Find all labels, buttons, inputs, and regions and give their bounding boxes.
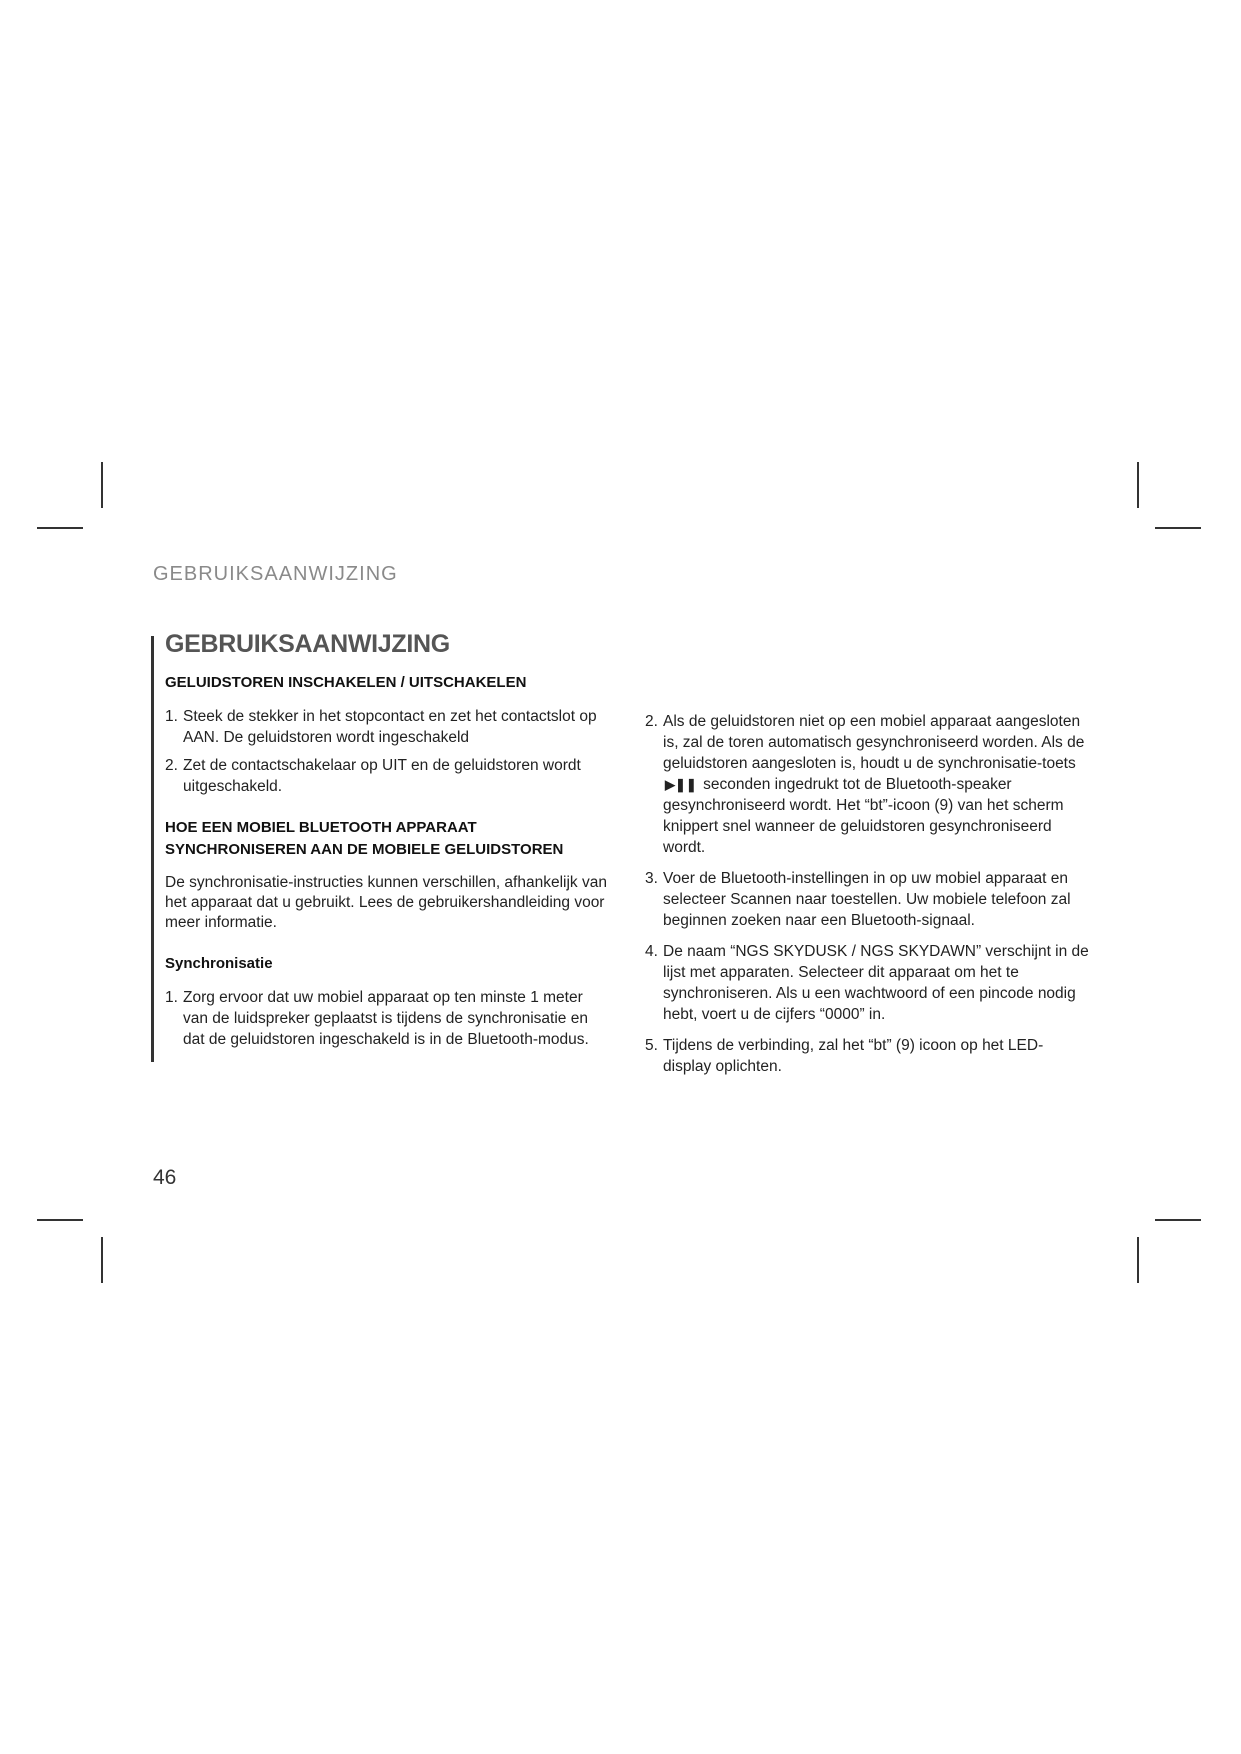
step-number: 3. bbox=[645, 870, 658, 887]
step-text: De naam “NGS SKYDUSK / NGS SKYDAWN” verschijnt in de lijst met apparaten. Selecteer dit apparaat om het te synchroniseren. Als u een wachtwoord of een pincode nodig hebt, voert u de cijfers “0000” in. bbox=[663, 943, 1089, 1023]
crop-mark-bottom-right-horizontal bbox=[1155, 1219, 1201, 1221]
sync-heading: Synchronisatie bbox=[165, 955, 273, 972]
sync-step-2 bbox=[645, 711, 1090, 858]
power-step-1 bbox=[165, 706, 610, 748]
crop-mark-bottom-right-vertical bbox=[1137, 1237, 1139, 1283]
bluetooth-heading-line1: HOE EEN MOBIEL BLUETOOTH APPARAAT bbox=[165, 819, 477, 836]
sync-step-1 bbox=[165, 987, 610, 1050]
sync-button-icon: ▶❚❚ bbox=[665, 777, 697, 792]
step-number: 4. bbox=[645, 943, 658, 960]
sync-step-4 bbox=[645, 941, 1090, 1025]
crop-mark-top-right-vertical bbox=[1137, 462, 1139, 508]
crop-mark-bottom-left-vertical bbox=[101, 1237, 103, 1283]
step-number: 2. bbox=[645, 713, 658, 730]
step-number: 2. bbox=[165, 757, 178, 774]
step-number: 1. bbox=[165, 708, 178, 725]
step-number: 1. bbox=[165, 989, 178, 1006]
step-text: Zorg ervoor dat uw mobiel apparaat op ten minste 1 meter van de luidspreker geplaatst is tijdens de synchronisatie en dat de geluidstoren ingeschakeld is in de Bluetooth-modus. bbox=[183, 989, 589, 1048]
bluetooth-heading-line2: SYNCHRONISEREN AAN DE MOBIELE GELUIDSTOREN bbox=[165, 841, 564, 858]
sync-step-3 bbox=[645, 868, 1090, 931]
step-text: Zet de contactschakelaar op UIT en de geluidstoren wordt uitgeschakeld. bbox=[183, 757, 581, 795]
bluetooth-heading bbox=[165, 817, 610, 861]
power-steps bbox=[165, 706, 610, 797]
sync-steps-left bbox=[165, 987, 610, 1050]
sync-steps-right bbox=[645, 711, 1090, 1077]
crop-mark-bottom-left-horizontal bbox=[37, 1219, 83, 1221]
step-text: Voer de Bluetooth-instellingen in op uw mobiel apparaat en selecteer Scannen naar toestellen. Uw mobiele telefoon zal beginnen zoeken naar een Bluetooth-signaal. bbox=[663, 870, 1071, 929]
crop-mark-top-left-vertical bbox=[101, 462, 103, 508]
sync-step-5 bbox=[645, 1035, 1090, 1077]
step-number: 5. bbox=[645, 1037, 658, 1054]
step-text: Steek de stekker in het stopcontact en zet het contactslot op AAN. De geluidstoren wordt ingeschakeld bbox=[183, 708, 597, 746]
step-text-after: seconden ingedrukt tot de Bluetooth-speaker gesynchroniseerd wordt. Het “bt”-icoon (9) van het scherm knippert snel wanneer de geluidstoren gesynchroniseerd wordt. bbox=[663, 776, 1064, 856]
left-column bbox=[165, 630, 610, 1057]
section-title: GEBRUIKSAANWIJZING bbox=[165, 630, 450, 658]
page-number: 46 bbox=[153, 1166, 177, 1189]
crop-mark-top-left-horizontal bbox=[37, 527, 83, 529]
right-column bbox=[645, 711, 1090, 1087]
running-header: GEBRUIKSAANWIJZING bbox=[153, 563, 398, 585]
power-heading: GELUIDSTOREN INSCHAKELEN / UITSCHAKELEN bbox=[165, 674, 527, 691]
section-bar bbox=[151, 636, 154, 1062]
crop-mark-top-right-horizontal bbox=[1155, 527, 1201, 529]
step-text: Tijdens de verbinding, zal het “bt” (9) icoon op het LED-display oplichten. bbox=[663, 1037, 1044, 1075]
step-text-before: Als de geluidstoren niet op een mobiel apparaat aangesloten is, zal de toren automatisch gesynchroniseerd worden. Als de geluidstoren aangesloten is, houdt u de synchronisatie-toets bbox=[663, 713, 1085, 772]
bluetooth-intro: De synchronisatie-instructies kunnen verschillen, afhankelijk van het apparaat dat u gebruikt. Lees de gebruikershandleiding voor meer informatie. bbox=[165, 874, 607, 931]
power-step-2 bbox=[165, 755, 610, 797]
